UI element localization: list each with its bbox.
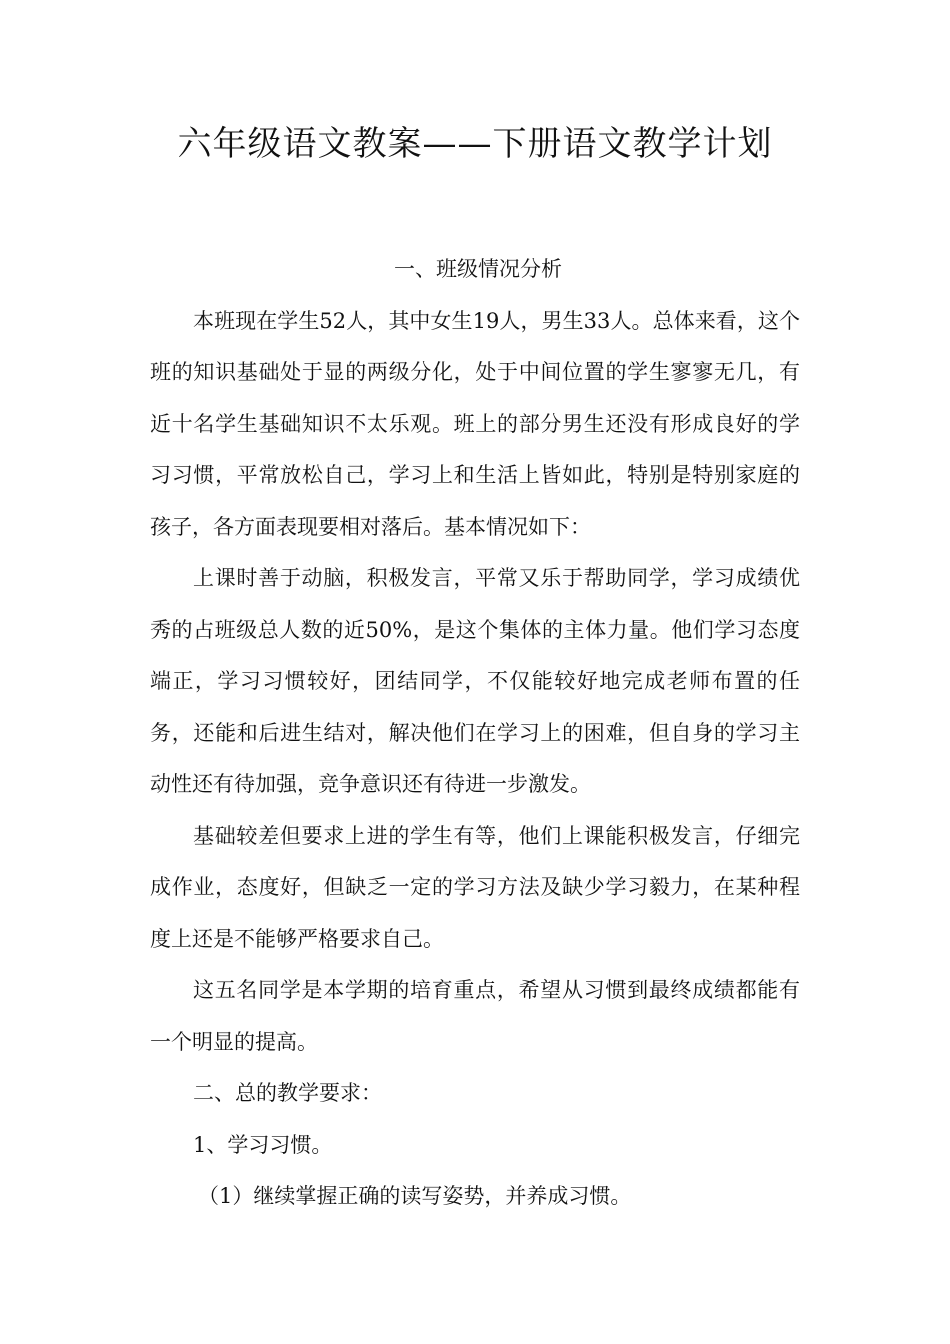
paragraph-top-students: 上课时善于动脑，积极发言，平常又乐于帮助同学，学习成绩优秀的占班级总人数的近50%，是这个集体的主体力量。他们学习态度端正，学习习惯较好，团结同学，不仅能较好地完成老师布置的任务，还能和后进生结对，解决他们在学习上的困难，但自身的学习主动性还有待加强，竞争意识还有待进一步激发。	[150, 566, 800, 796]
document-body	[150, 244, 800, 1223]
list-item-study-habits: 1、学习习惯。	[193, 1132, 333, 1157]
list-subitem-posture: （1）继续掌握正确的读写姿势，并养成习惯。	[198, 1184, 632, 1208]
paragraph-focus-students: 这五名同学是本学期的培育重点，希望从习惯到最终成绩都能有一个明显的提高。	[150, 978, 800, 1054]
document-title: 六年级语文教案——下册语文教学计划	[177, 124, 773, 164]
section-heading-class-analysis: 一、班级情况分析	[394, 257, 562, 281]
section-heading-teaching-requirements: 二、总的教学要求：	[193, 1081, 382, 1105]
paragraph-class-overview: 本班现在学生52人，其中女生19人，男生33人。总体来看，这个班的知识基础处于显的两级分化，处于中间位置的学生寥寥无几，有近十名学生基础知识不太乐观。班上的部分男生还没有形成良好的学习习惯，平常放松自己，学习上和生活上皆如此，特别是特别家庭的孩子，各方面表现要相对落后。基本情况如下：	[150, 308, 800, 539]
paragraph-weaker-students: 基础较差但要求上进的学生有等，他们上课能积极发言，仔细完成作业，态度好，但缺乏一定的学习方法及缺少学习毅力，在某种程度上还是不能够严格要求自己。	[150, 823, 800, 951]
